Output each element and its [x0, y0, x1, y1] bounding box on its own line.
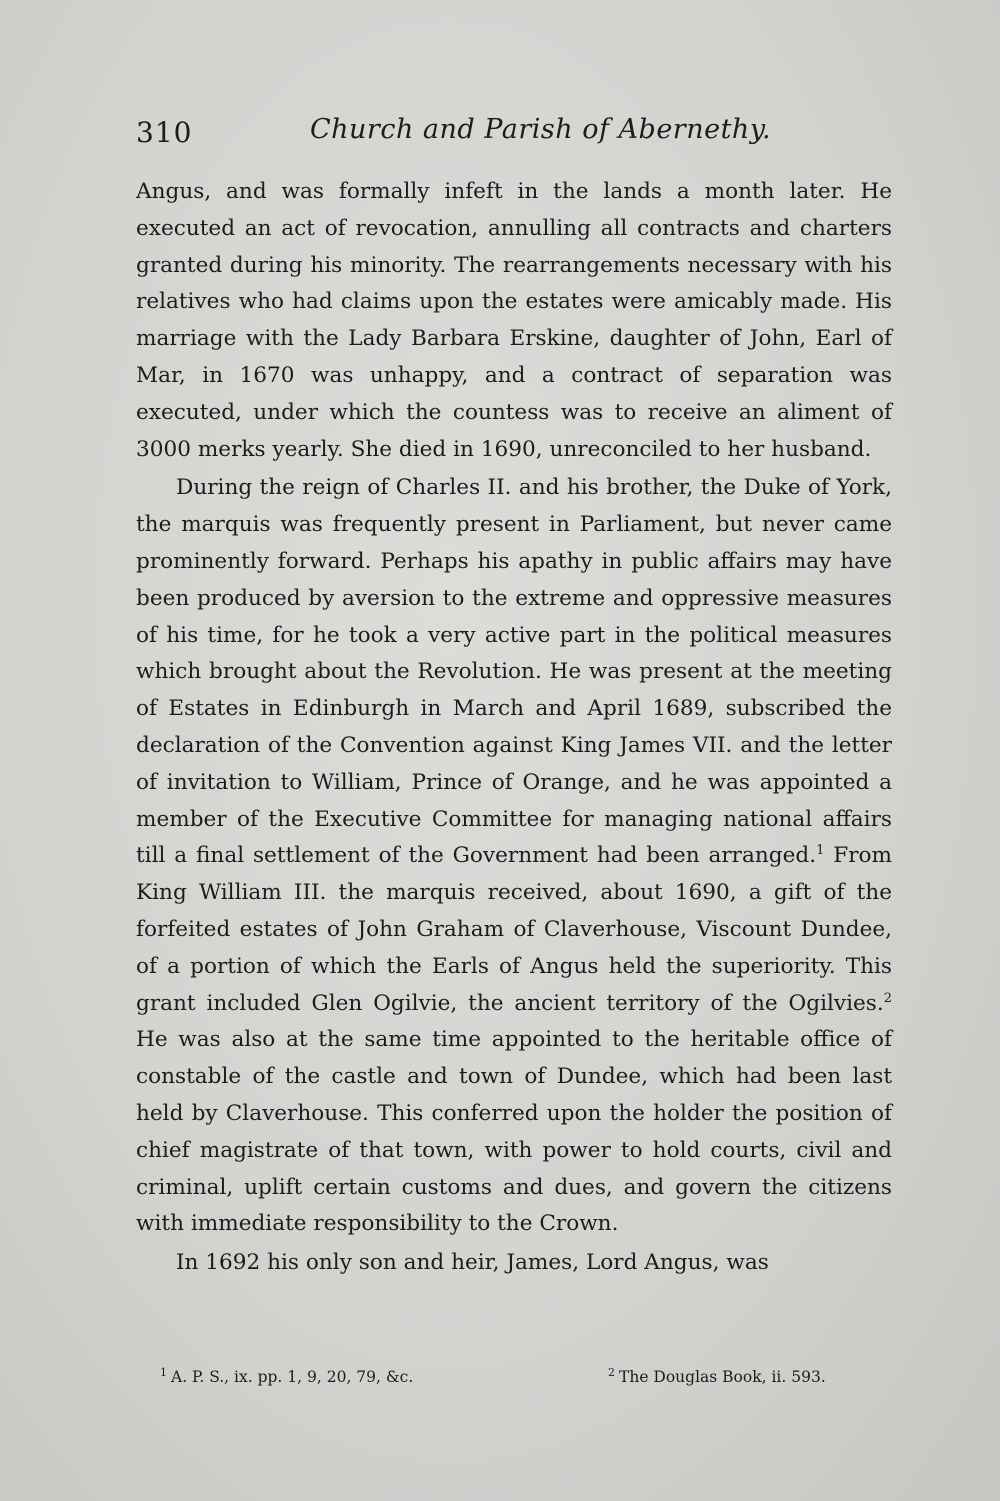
paragraph-text: In 1692 his only son and heir, James, Lord Angus, was	[176, 1250, 769, 1276]
footnote-mark: 2	[608, 1366, 615, 1379]
page-header	[136, 108, 896, 158]
paragraph-text: During the reign of Charles II. and his brother, the Duke of York, the marquis was frequently present in Parliament, but never came prominently forward. Perhaps his apathy in public affairs may have been produced by aversion to the extreme and oppressive measures of his time, for he took a very active part in the political measures which brought about the Revolution. He was present at the meeting of Estates in Edinburgh in March and April 1689, subscribed the declaration of the Convention against King James VII. and the letter of invitation to William, Prince of Orange, and he was appointed a member of the Executive Committee for managing national affairs till a final settlement of the Government had been arranged.	[136, 475, 892, 869]
footnote-reference: 1	[816, 843, 825, 859]
footnote-mark: 1	[160, 1366, 167, 1379]
paragraph-text: Angus, and was formally infeft in the lands a month later. He executed an act of revocation, annulling all contracts and charters granted during his minority. The rearrangements necessary with his relatives who had claims upon the estates were amicably made. His marriage with the Lady Barbara Erskine, daughter of John, Earl of Mar, in 1670 was unhappy, and a contract of separation was executed, under which the countess was to receive an aliment of 3000 merks yearly. She died in 1690, unreconciled to her husband.	[136, 179, 892, 462]
paragraph-text: He was also at the same time appointed to the heritable office of constable of the castle and town of Dundee, which had been last held by Claverhouse. This conferred upon the holder the position of chief magistrate of that town, with power to hold courts, civil and criminal, uplift certain customs and dues, and govern the citizens with immediate responsibility to the Crown.	[136, 1027, 892, 1237]
footnote-2	[608, 1366, 826, 1386]
page-number: 310	[136, 116, 193, 149]
paragraph	[136, 470, 892, 1243]
footnote-text: The Douglas Book, ii. 593.	[619, 1368, 826, 1387]
running-title: Church and Parish of Abernethy.	[310, 114, 772, 145]
paragraph	[136, 174, 892, 468]
footnote-reference: 2	[883, 990, 892, 1006]
paragraph	[136, 1245, 892, 1282]
footnote-1	[160, 1366, 413, 1386]
footnotes	[160, 1366, 860, 1396]
footnote-text: A. P. S., ix. pp. 1, 9, 20, 79, &c.	[171, 1368, 414, 1387]
body-text	[136, 174, 892, 1282]
paragraph-text: From King William III. the marquis received, about 1690, a gift of the forfeited estates of John Graham of Claverhouse, Viscount Dundee, of a portion of which the Earls of Angus held the superiority. This grant included Glen Ogilvie, the ancient territory of the Ogilvies.	[136, 843, 892, 1016]
